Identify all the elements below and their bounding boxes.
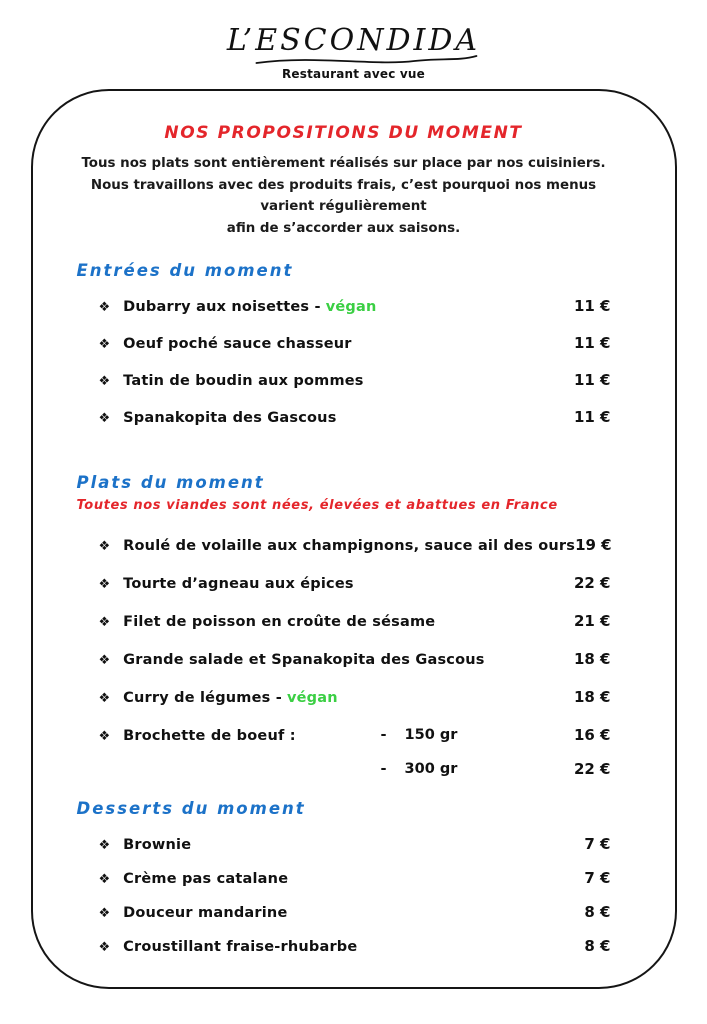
item-label: Crème pas catalane	[123, 871, 289, 887]
menu-title: NOS PROPOSITIONS DU MOMENT	[164, 123, 523, 143]
menu-item	[99, 573, 611, 595]
variant-150gr	[381, 725, 458, 745]
menu-item	[99, 687, 611, 709]
variant-dash: -	[380, 727, 387, 743]
menu-item	[99, 296, 611, 318]
menu-item	[99, 649, 611, 671]
item-label: Douceur mandarine	[123, 905, 288, 921]
variant-300gr	[381, 759, 458, 779]
diamond-bullet-icon: ❖	[98, 337, 111, 352]
item-label: Brownie	[123, 837, 192, 853]
logo-wrap	[217, 24, 490, 65]
restaurant-tagline: Restaurant avec vue	[281, 67, 426, 81]
menu-card	[31, 89, 677, 989]
intro-line: Tous nos plats sont entièrement réalisés sur place par nos cuisiniers.	[81, 156, 606, 171]
item-price: 11 €	[573, 371, 611, 389]
item-label: Croustillant fraise-rhubarbe	[123, 939, 358, 955]
menu-intro	[77, 153, 611, 239]
menu-item	[99, 936, 611, 958]
logo-underline-swoosh-icon	[255, 53, 479, 67]
menu-item	[99, 535, 611, 557]
section-entrees	[77, 261, 611, 429]
item-price: 22 €	[573, 760, 611, 778]
diamond-bullet-icon: ❖	[98, 691, 111, 706]
intro-line: afin de s’accorder aux saisons.	[226, 220, 461, 236]
section-header-plats: Plats du moment	[76, 473, 265, 492]
item-price: 11 €	[573, 408, 611, 426]
menu-item	[99, 333, 611, 355]
menu-item-brochette	[99, 725, 611, 747]
variant-size: 300 gr	[404, 761, 458, 777]
variant-dash: -	[380, 761, 387, 777]
intro-line: Nous travaillons avec des produits frais, c’est pourquoi nos menus varient régulièrement	[90, 177, 597, 214]
diamond-bullet-icon: ❖	[98, 577, 111, 592]
item-price: 22 €	[573, 574, 611, 592]
diamond-bullet-icon: ❖	[98, 906, 111, 921]
item-price: 21 €	[573, 612, 611, 630]
section-header-entrees: Entrées du moment	[76, 261, 294, 280]
item-label: Roulé de volaille aux champignons, sauce ail des ours	[123, 538, 576, 554]
item-label: Spanakopita des Gascous	[123, 410, 337, 426]
diamond-bullet-icon: ❖	[98, 729, 111, 744]
section-header-desserts: Desserts du moment	[76, 799, 306, 818]
restaurant-header	[0, 0, 707, 81]
item-price: 18 €	[573, 688, 611, 706]
item-price: 8 €	[584, 903, 611, 921]
meat-origin-note: Toutes nos viandes sont nées, élevées et abattues en France	[76, 498, 558, 513]
menu-item	[99, 868, 611, 890]
diamond-bullet-icon: ❖	[98, 411, 111, 426]
item-price: 19 €	[575, 536, 612, 554]
diamond-bullet-icon: ❖	[98, 374, 111, 389]
section-desserts	[77, 799, 611, 958]
menu-item	[99, 834, 611, 856]
item-price: 7 €	[584, 835, 611, 853]
item-label: Tatin de boudin aux pommes	[123, 373, 364, 389]
restaurant-logo: L’ESCONDIDA	[226, 23, 481, 58]
section-plats	[77, 473, 611, 779]
menu-item	[99, 611, 611, 633]
menu-item-brochette-variant	[99, 759, 611, 779]
vegan-tag: végan	[286, 690, 338, 706]
item-label: Grande salade et Spanakopita des Gascous	[123, 652, 485, 668]
item-price: 7 €	[584, 869, 611, 887]
diamond-bullet-icon: ❖	[98, 940, 111, 955]
item-label: Curry de légumes -	[123, 690, 282, 706]
diamond-bullet-icon: ❖	[98, 872, 111, 887]
item-price: 11 €	[573, 334, 611, 352]
item-price: 18 €	[573, 650, 611, 668]
item-price: 11 €	[573, 297, 611, 315]
menu-item	[99, 407, 611, 429]
menu-item	[99, 902, 611, 924]
item-label: Brochette de boeuf :	[123, 728, 296, 744]
item-price: 16 €	[573, 726, 611, 744]
item-label: Dubarry aux noisettes -	[123, 299, 321, 315]
diamond-bullet-icon: ❖	[98, 615, 111, 630]
diamond-bullet-icon: ❖	[98, 539, 111, 554]
diamond-bullet-icon: ❖	[98, 300, 111, 315]
item-label: Filet de poisson en croûte de sésame	[123, 614, 436, 630]
diamond-bullet-icon: ❖	[98, 653, 111, 668]
variant-size: 150 gr	[404, 727, 458, 743]
item-label: Oeuf poché sauce chasseur	[123, 336, 352, 352]
menu-item	[99, 370, 611, 392]
item-price: 8 €	[584, 937, 611, 955]
vegan-tag: végan	[325, 299, 377, 315]
item-label: Tourte d’agneau aux épices	[123, 576, 354, 592]
diamond-bullet-icon: ❖	[98, 838, 111, 853]
